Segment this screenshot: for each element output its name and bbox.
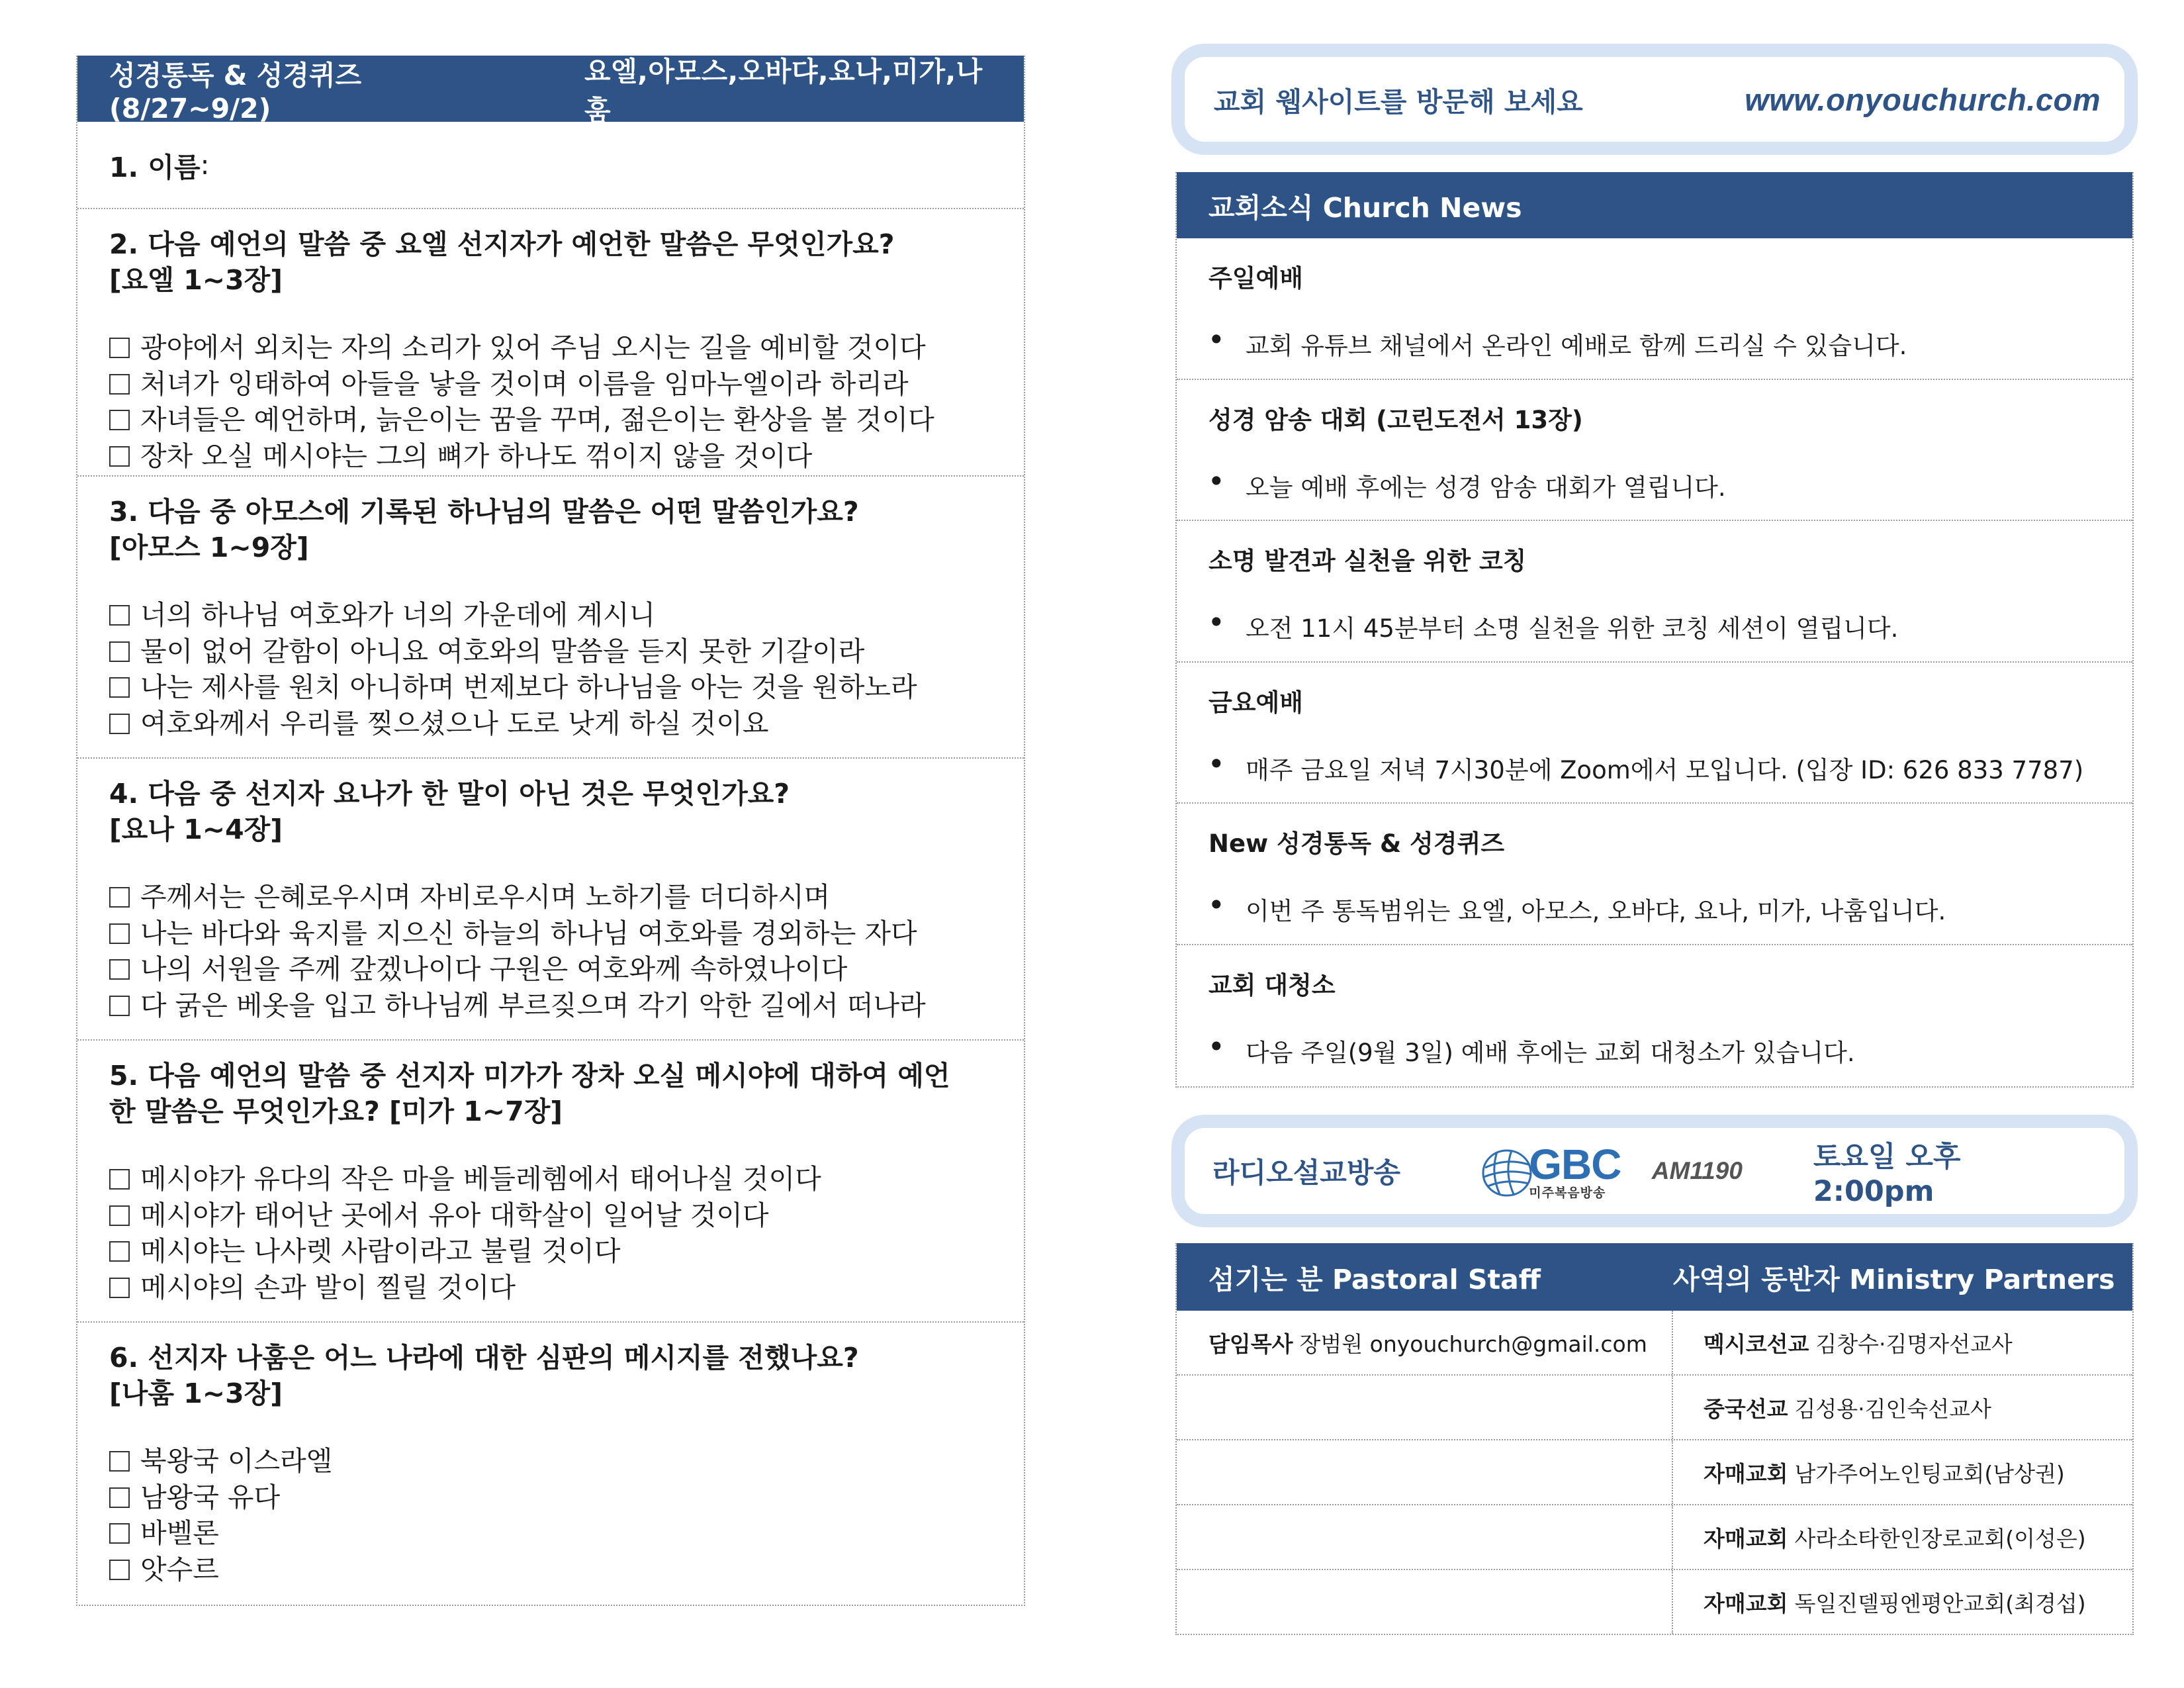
- option-text: 나는 제사를 원치 아니하며 번제보다 하나님을 아는 것을 원하노라: [140, 671, 917, 703]
- answer-option[interactable]: [109, 879, 992, 915]
- option-text: 바벨론: [140, 1517, 219, 1549]
- question-title: [109, 1323, 992, 1411]
- news-text: 이번 주 통독범위는 요엘, 아모스, 오바댜, 요나, 미가, 나훔입니다.: [1246, 897, 1946, 925]
- checkbox-icon[interactable]: [109, 605, 130, 626]
- radio-label: 라디오설교방송: [1212, 1156, 1401, 1189]
- checkbox-icon[interactable]: [109, 996, 130, 1016]
- answer-option[interactable]: [109, 1443, 992, 1479]
- option-text: 남왕국 유다: [140, 1481, 281, 1513]
- partner-role: 중국선교: [1704, 1395, 1788, 1422]
- bullet-icon: •: [1208, 608, 1224, 637]
- checkbox-icon[interactable]: [109, 1451, 130, 1472]
- church-news-panel: [1175, 172, 2134, 1088]
- news-item: [1177, 380, 2132, 522]
- news-text: 오전 11시 45분부터 소명 실천을 위한 코칭 세션이 열립니다.: [1246, 614, 1899, 643]
- checkbox-icon[interactable]: [109, 410, 130, 430]
- quiz-books: 요엘,아모스,오바댜,요나,미가,나훔: [584, 56, 983, 126]
- news-item: [1177, 945, 2132, 1087]
- answer-option[interactable]: [109, 915, 992, 952]
- partner-cell: [1673, 1376, 2132, 1439]
- checkbox-icon[interactable]: [109, 1487, 130, 1508]
- bullet-icon: •: [1208, 467, 1224, 496]
- answer-option[interactable]: [109, 402, 992, 438]
- answer-option[interactable]: [109, 330, 992, 366]
- checkbox-icon[interactable]: [109, 1278, 130, 1298]
- checkbox-icon[interactable]: [109, 959, 130, 980]
- partner-name: 독일진델핑엔평안교회(최경섭): [1794, 1590, 2086, 1617]
- table-row: [1177, 1440, 2132, 1505]
- name-label: 1. 이름: [109, 151, 201, 183]
- question-title-line: 2. 다음 예언의 말씀 중 요엘 선지자가 예언한 말씀은 무엇인가요?: [109, 228, 895, 260]
- question-title-line: [나훔 1~3장]: [109, 1378, 283, 1409]
- question-title: [109, 759, 992, 847]
- news-title: 교회 대청소: [1208, 970, 1336, 1000]
- gbc-logo: [1477, 1141, 1652, 1201]
- checkbox-icon[interactable]: [109, 338, 130, 358]
- news-item: [1177, 663, 2132, 804]
- question-title-line: [요나 1~4장]: [109, 814, 283, 845]
- pastor-info: 장범원 onyouchurch@gmail.com: [1299, 1331, 1647, 1357]
- staff-table: [1175, 1243, 2134, 1635]
- name-colon[interactable]: :: [200, 149, 210, 181]
- checkbox-icon[interactable]: [109, 641, 130, 662]
- checkbox-icon[interactable]: [109, 714, 130, 734]
- option-text: 메시야가 유다의 작은 마을 베들레헴에서 태어나실 것이다: [140, 1163, 821, 1195]
- news-title: 소명 발견과 실천을 위한 코칭: [1208, 547, 1527, 575]
- website-label: 교회 웹사이트를 방문해 보세요: [1214, 85, 1583, 118]
- question-title-line: 4. 다음 중 선지자 요나가 한 말이 아닌 것은 무엇인가요?: [109, 778, 790, 810]
- option-text: 주께서는 은혜로우시며 자비로우시며 노하기를 더디하시며: [140, 881, 831, 913]
- checkbox-icon[interactable]: [109, 1560, 130, 1580]
- checkbox-icon[interactable]: [109, 374, 130, 395]
- question-title-line: 5. 다음 예언의 말씀 중 선지자 미가가 장차 오실 메시야에 대하여 예언: [109, 1060, 950, 1092]
- answer-option[interactable]: [109, 1233, 992, 1270]
- news-item: [1177, 521, 2132, 663]
- news-text: 매주 금요일 저녁 7시30분에 Zoom에서 모입니다. (입장 ID: 626 833 7787): [1246, 755, 2084, 784]
- question-title-line: [요엘 1~3장]: [109, 264, 283, 296]
- answer-option[interactable]: [109, 706, 992, 742]
- question-6: [77, 1323, 1024, 1605]
- option-text: 광야에서 외치는 자의 소리가 있어 주님 오시는 길을 예비할 것이다: [140, 332, 926, 363]
- question-4: [77, 759, 1024, 1041]
- option-text: 처녀가 잉태하여 아들을 낳을 것이며 이름을 임마누엘이라 하리라: [140, 367, 909, 400]
- bullet-icon: •: [1208, 891, 1224, 919]
- question-title-line: 3. 다음 중 아모스에 기록된 하나님의 말씀은 어떤 말씀인가요?: [109, 496, 859, 528]
- answer-option[interactable]: [109, 597, 992, 633]
- question-title-line: [아모스 1~9장]: [109, 532, 309, 563]
- partner-role: 자매교회: [1704, 1460, 1788, 1487]
- question-5: [77, 1041, 1024, 1323]
- option-text: 다 굵은 베옷을 입고 하나님께 부르짖으며 각기 악한 길에서 떠나라: [140, 989, 926, 1021]
- gbc-subtitle: 미주복음방송: [1529, 1185, 1606, 1200]
- checkbox-icon[interactable]: [109, 1241, 130, 1262]
- news-title: New 성경통독 & 성경퀴즈: [1208, 829, 1505, 858]
- partner-cell: [1673, 1570, 2132, 1634]
- checkbox-icon[interactable]: [109, 923, 130, 944]
- radio-time: 토요일 오후 2:00pm: [1813, 1140, 1961, 1208]
- quiz-header: [77, 56, 1024, 126]
- partner-cell: [1673, 1505, 2132, 1569]
- pastor-cell: [1177, 1311, 1673, 1374]
- news-text: 오늘 예배 후에는 성경 암송 대회가 열립니다.: [1246, 473, 1726, 502]
- option-text: 메시야가 태어난 곳에서 유아 대학살이 일어날 것이다: [140, 1199, 769, 1231]
- question-name: [77, 122, 1024, 209]
- news-text: 교회 유튜브 채널에서 온라인 예배로 함께 드리실 수 있습니다.: [1246, 332, 1907, 360]
- answer-option[interactable]: [109, 1515, 992, 1552]
- partner-name: 남가주어노인팅교회(남상권): [1794, 1460, 2065, 1487]
- option-text: 물이 없어 갈함이 아니요 여호와의 말씀을 듣지 못한 기갈이라: [140, 635, 865, 667]
- radio-banner: [1171, 1115, 2138, 1227]
- empty-cell: [1177, 1376, 1673, 1439]
- question-title-line: 한 말씀은 무엇인가요? [미가 1~7장]: [109, 1096, 563, 1127]
- quiz-title: 성경통독 & 성경퀴즈 (8/27~9/2): [109, 59, 362, 124]
- checkbox-icon[interactable]: [109, 1523, 130, 1544]
- pastor-role: 담임목사: [1208, 1331, 1293, 1357]
- partner-name: 김성용·김인숙선교사: [1794, 1395, 1991, 1422]
- partner-role: 자매교회: [1704, 1590, 1788, 1617]
- option-text: 북왕국 이스라엘: [140, 1445, 333, 1477]
- staff-header: [1177, 1243, 2132, 1311]
- website-banner: [1171, 44, 2138, 155]
- option-text: 나의 서원을 주께 갚겠나이다 구원은 여호와께 속하였나이다: [140, 953, 848, 985]
- checkbox-icon[interactable]: [109, 1169, 130, 1190]
- option-text: 메시야는 나사렛 사람이라고 불릴 것이다: [140, 1235, 621, 1267]
- checkbox-icon[interactable]: [109, 446, 130, 467]
- answer-option[interactable]: [109, 988, 992, 1024]
- checkbox-icon[interactable]: [109, 887, 130, 908]
- news-title: 주일예배: [1208, 264, 1303, 293]
- empty-cell: [1177, 1570, 1673, 1634]
- bullet-icon: •: [1208, 749, 1224, 778]
- globe-icon: [1477, 1141, 1537, 1201]
- news-text: 다음 주일(9월 3일) 예배 후에는 교회 대청소가 있습니다.: [1246, 1038, 1855, 1067]
- table-row: [1177, 1376, 2132, 1440]
- option-text: 여호와께서 우리를 찢으셨으나 도로 낫게 하실 것이요: [140, 707, 769, 739]
- answer-option[interactable]: [109, 1479, 992, 1516]
- partner-name: 김창수·김명자선교사: [1815, 1331, 2013, 1357]
- option-text: 너의 하나님 여호와가 너의 가운데에 계시니: [140, 599, 656, 631]
- option-text: 앗수르: [140, 1553, 219, 1585]
- website-link[interactable]: www.onyouchurch.com: [1745, 81, 2101, 117]
- table-row: [1177, 1570, 2132, 1634]
- news-item: [1177, 238, 2132, 380]
- answer-option[interactable]: [109, 669, 992, 706]
- answer-option[interactable]: [109, 1552, 992, 1588]
- gbc-letters: GBC: [1529, 1140, 1621, 1188]
- partner-name: 사라소타한인장로교회(이성은): [1794, 1525, 2086, 1552]
- empty-cell: [1177, 1440, 1673, 1504]
- question-title-line: 6. 선지자 나훔은 어느 나라에 대한 심판의 메시지를 전했나요?: [109, 1342, 859, 1374]
- table-row: [1177, 1311, 2132, 1376]
- pastoral-staff-heading: 섬기는 분 Pastoral Staff: [1208, 1263, 1541, 1295]
- checkbox-icon[interactable]: [109, 1205, 130, 1226]
- answer-option[interactable]: [109, 951, 992, 988]
- answer-option[interactable]: [109, 1161, 992, 1197]
- bullet-icon: •: [1208, 1032, 1224, 1061]
- option-text: 메시야의 손과 발이 찔릴 것이다: [140, 1271, 516, 1303]
- option-text: 나는 바다와 육지를 지으신 하늘의 하나님 여호와를 경외하는 자다: [140, 917, 917, 949]
- news-item: [1177, 804, 2132, 945]
- question-title: [109, 209, 992, 298]
- answer-option[interactable]: [109, 366, 992, 402]
- empty-cell: [1177, 1505, 1673, 1569]
- news-title: 금요예배: [1208, 688, 1303, 717]
- news-title: 성경 암송 대회 (고린도전서 13장): [1208, 405, 1583, 434]
- bible-quiz-panel: [76, 56, 1025, 1606]
- bullet-icon: •: [1208, 326, 1224, 354]
- question-3: [77, 477, 1024, 759]
- radio-frequency: AM1190: [1651, 1157, 1743, 1184]
- news-header: 교회소식 Church News: [1177, 172, 2132, 238]
- partner-role: 멕시코선교: [1704, 1331, 1809, 1357]
- partner-cell: [1673, 1440, 2132, 1504]
- answer-option[interactable]: [109, 1270, 992, 1306]
- partner-role: 자매교회: [1704, 1525, 1788, 1552]
- question-2: [77, 209, 1024, 477]
- option-text: 장차 오실 메시야는 그의 뼈가 하나도 꺾이지 않을 것이다: [140, 440, 813, 472]
- table-row: [1177, 1505, 2132, 1570]
- answer-option[interactable]: [109, 633, 992, 670]
- question-title: [109, 1041, 992, 1129]
- checkbox-icon[interactable]: [109, 677, 130, 698]
- ministry-partners-heading: 사역의 동반자 Ministry Partners: [1673, 1263, 2115, 1295]
- answer-option[interactable]: [109, 1197, 992, 1234]
- question-title: [109, 477, 992, 565]
- answer-option[interactable]: [109, 438, 992, 475]
- option-text: 자녀들은 예언하며, 늙은이는 꿈을 꾸며, 젊은이는 환상을 볼 것이다: [140, 404, 934, 436]
- partner-cell: [1673, 1311, 2132, 1374]
